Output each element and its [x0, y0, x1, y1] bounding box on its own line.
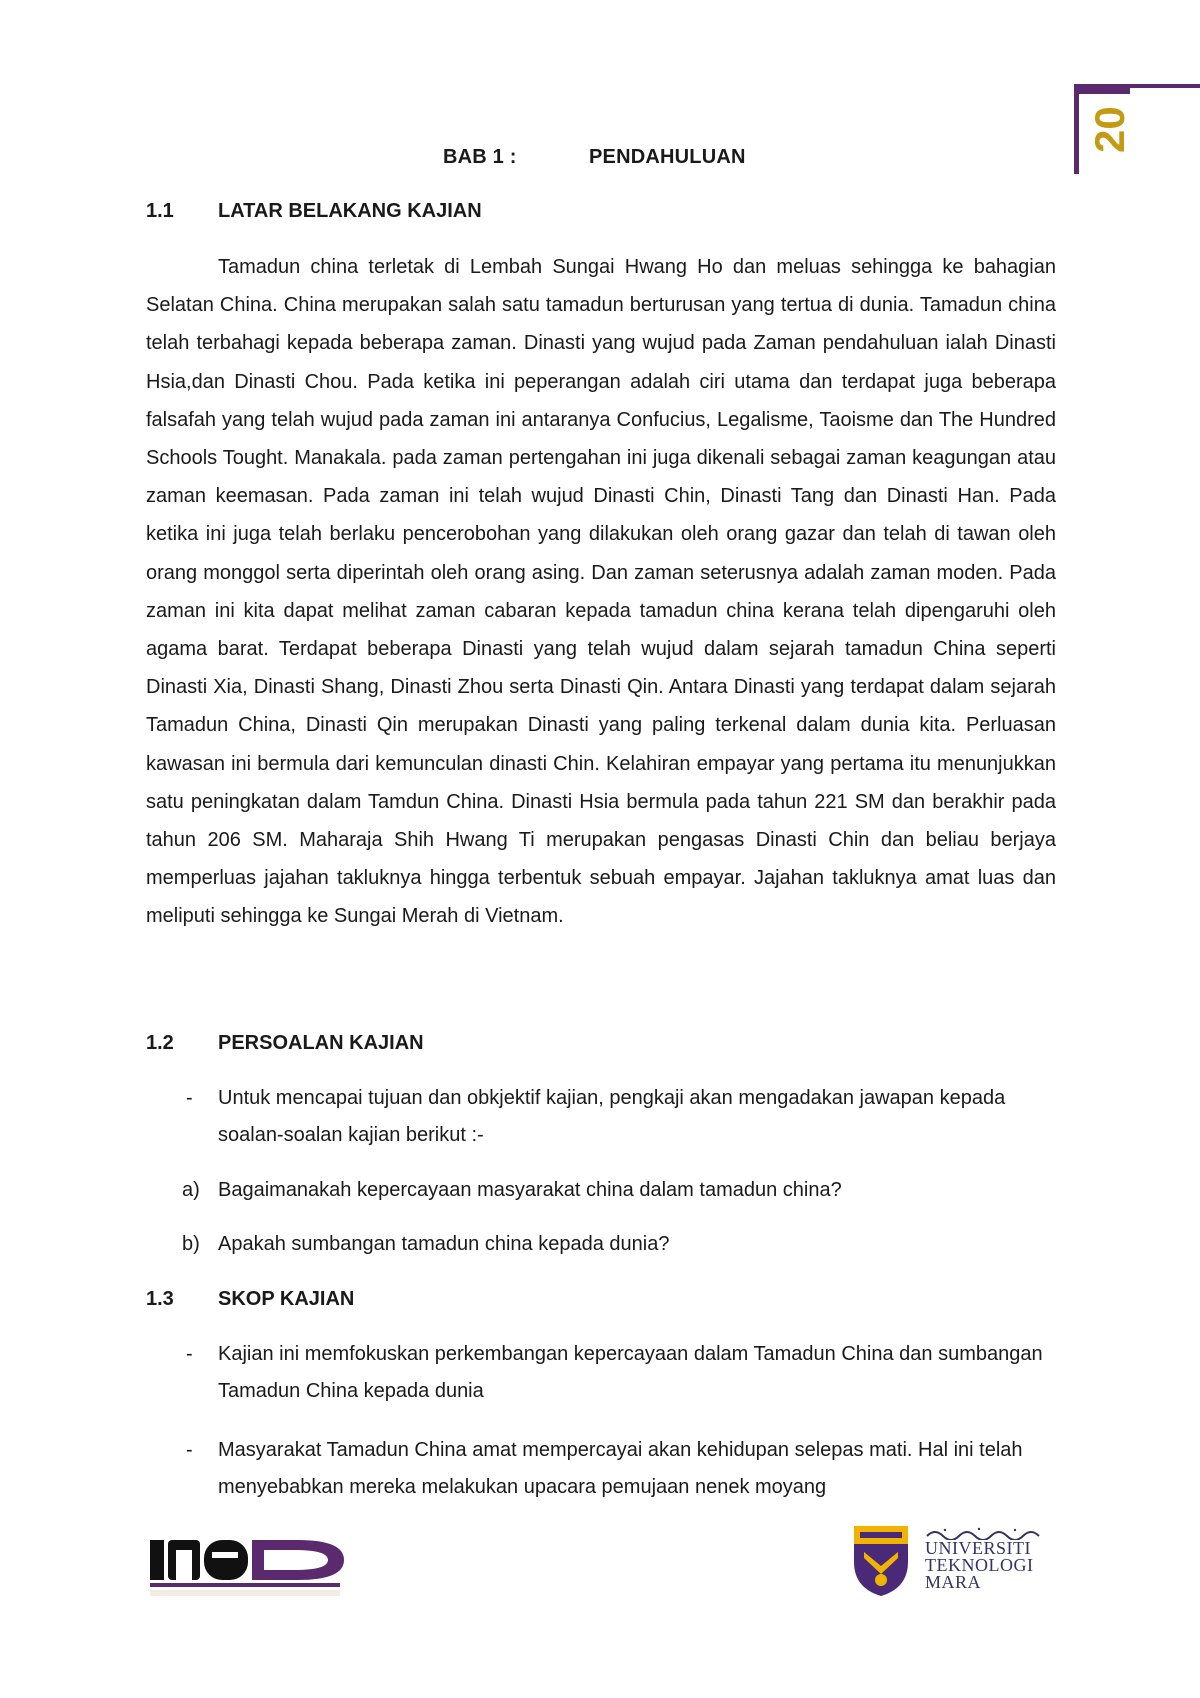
page-number: 20 [1086, 106, 1133, 153]
jawi-script-logo [925, 1526, 1043, 1540]
header-accent-bar [1074, 84, 1130, 94]
chapter-name: PENDAHULUAN [589, 146, 746, 168]
header-rule-vertical [1074, 84, 1079, 174]
uitm-line-1: UNIVERSITI [925, 1538, 1031, 1558]
uitm-crest-logo [850, 1522, 912, 1598]
chapter-label: BAB 1 : [443, 146, 517, 168]
document-page: 20 BAB 1 : PENDAHULUAN 1.1 LATAR BELAKANG KAJIAN Tamadun china terletak di Lembah Sungai Hwang Ho dan meluas sehingga ke bahagian Selatan China. China merupakan salah satu tamadun berturusan yang tertua di dunia. Tamadun china telah terbahagi kepada beberapa zaman. Dinasti yang wujud pada Zaman pendahuluan ialah Dinasti Hsia,dan Dinasti Chou. Pada ketika ini peperangan adalah ciri utama dan terdapat juga beberapa falsafah yang telah wujud pada zaman ini antaranya Confucius, Legalisme, Taoisme dan The Hundred Schools Tought. Manakala. pada zaman pertengahan ini juga dikenali sebagai zaman keagungan atau zaman keemasan. Pada zaman ini telah wujud Dinasti Chin, Dinasti Tang dan Dinasti Han. Pada ketika ini juga telah berlaku pencerobohan yang dilakukan oleh orang gazar dan telah di tawan oleh orang monggol serta diperintah oleh orang asing. Dan zaman seterusnya adalah zaman moden. Pada zaman ini kita dapat melihat zaman cabaran kepada tamadun china kerana telah dipengaruhi oleh agama barat. Terdapat beberapa Dinasti yang telah wujud dalam sejarah tamadun China seperti Dinasti Xia, Dinasti Shang, Dinasti Zhou serta Dinasti Qin. Antara Dinasti yang terdapat dalam sejarah Tamadun China, Dinasti Qin merupakan Dinasti yang paling terkenal dalam dunia kita. Perluasan kawasan ini bermula dari kemunculan dinasti Chin. Kelahiran empayar yang pertama itu menunjukkan satu peningkatan dalam Tamdun China. Dinasti Hsia bermula pada tahun 221 SM dan berakhir pada tahun 206 SM. Maharaja Shih Hwang Ti merupakan pengasas Dinasti Chin dan beliau berjaya memperluas jajahan takluknya hingga terbentuk sebuah empayar. Jajahan takluknya amat luas dan meliputi sehingga ke Sungai Merah di Vietnam. 1.2 PERSOALAN KAJIAN - Untuk mencapai tujuan dan obkjektif kajian, pengkaji akan mengadakan jawapan kepada soalan-soalan kajian berikut :- a) Bagaimanakah kepercayaan masyarakat china dalam tamadun china? b) Apakah sumbangan tamadun china kepada dunia? 1.3 SKOP KAJIAN - Kajian ini memfokuskan perkembangan kepercayaan dalam Tamadun China dan sumbangan Tamadun China kepada dunia - Masyarakat Tamadun China amat mempercayai akan kehidupan selepas mati. Hal ini telah menyebabkan mereka melakukan upacara pemujaan nenek moyang UNIVERSITI TEKNOLOGI MARA [0, 0, 1200, 1698]
uitm-line-2: TEKNOLOGI [925, 1555, 1034, 1575]
section-heading-1-3: 1.3 SKOP KAJIAN [146, 1288, 355, 1310]
uitm-line-3: MARA [925, 1572, 982, 1592]
uitm-wordmark [925, 1540, 1065, 1591]
background-paragraph: Tamadun china terletak di Lembah Sungai Hwang Ho dan meluas sehingga ke bahagian Selatan China. China merupakan salah satu tamadun berturusan yang tertua di dunia. Tamadun china telah terbahagi kepada beberapa zaman. Dinasti yang wujud pada Zaman pendahuluan ialah Dinasti Hsia,dan Dinasti Chou. Pada ketika ini peperangan adalah ciri utama dan terdapat juga beberapa falsafah yang telah wujud pada zaman ini antaranya Confucius, Legalisme, Taoisme dan The Hundred Schools Tought. Manakala. pada zaman pertengahan ini juga dikenali sebagai zaman keagungan atau zaman keemasan. Pada zaman ini telah wujud Dinasti Chin, Dinasti Tang dan Dinasti Han. Pada ketika ini juga telah berlaku pencerobohan yang dilakukan oleh orang gazar dan telah di tawan oleh orang monggol serta diperintah oleh orang asing. Dan zaman seterusnya adalah zaman moden. Pada zaman ini kita dapat melihat zaman cabaran kepada tamadun china kerana telah dipengaruhi oleh agama barat. Terdapat beberapa Dinasti yang telah wujud dalam sejarah tamadun China seperti Dinasti Xia, Dinasti Shang, Dinasti Zhou serta Dinasti Qin. Antara Dinasti yang terdapat dalam sejarah Tamadun China, Dinasti Qin merupakan Dinasti yang paling terkenal dalam dunia kita. Perluasan kawasan ini bermula dari kemunculan dinasti Chin. Kelahiran empayar yang pertama itu menunjukkan satu peningkatan dalam Tamdun China. Dinasti Hsia bermula pada tahun 221 SM dan berakhir pada tahun 206 SM. Maharaja Shih Hwang Ti merupakan pengasas Dinasti Chin dan beliau berjaya memperluas jajahan takluknya hingga terbentuk sebuah empayar. Jajahan takluknya amat luas dan meliputi sehingga ke Sungai Merah di Vietnam. [146, 256, 1056, 928]
chapter-title [443, 146, 746, 169]
section-heading-1-1: 1.1 LATAR BELAKANG KAJIAN [146, 200, 482, 222]
section-heading-1-2: 1.2 PERSOALAN KAJIAN [146, 1032, 424, 1054]
ined-logo [148, 1532, 348, 1598]
